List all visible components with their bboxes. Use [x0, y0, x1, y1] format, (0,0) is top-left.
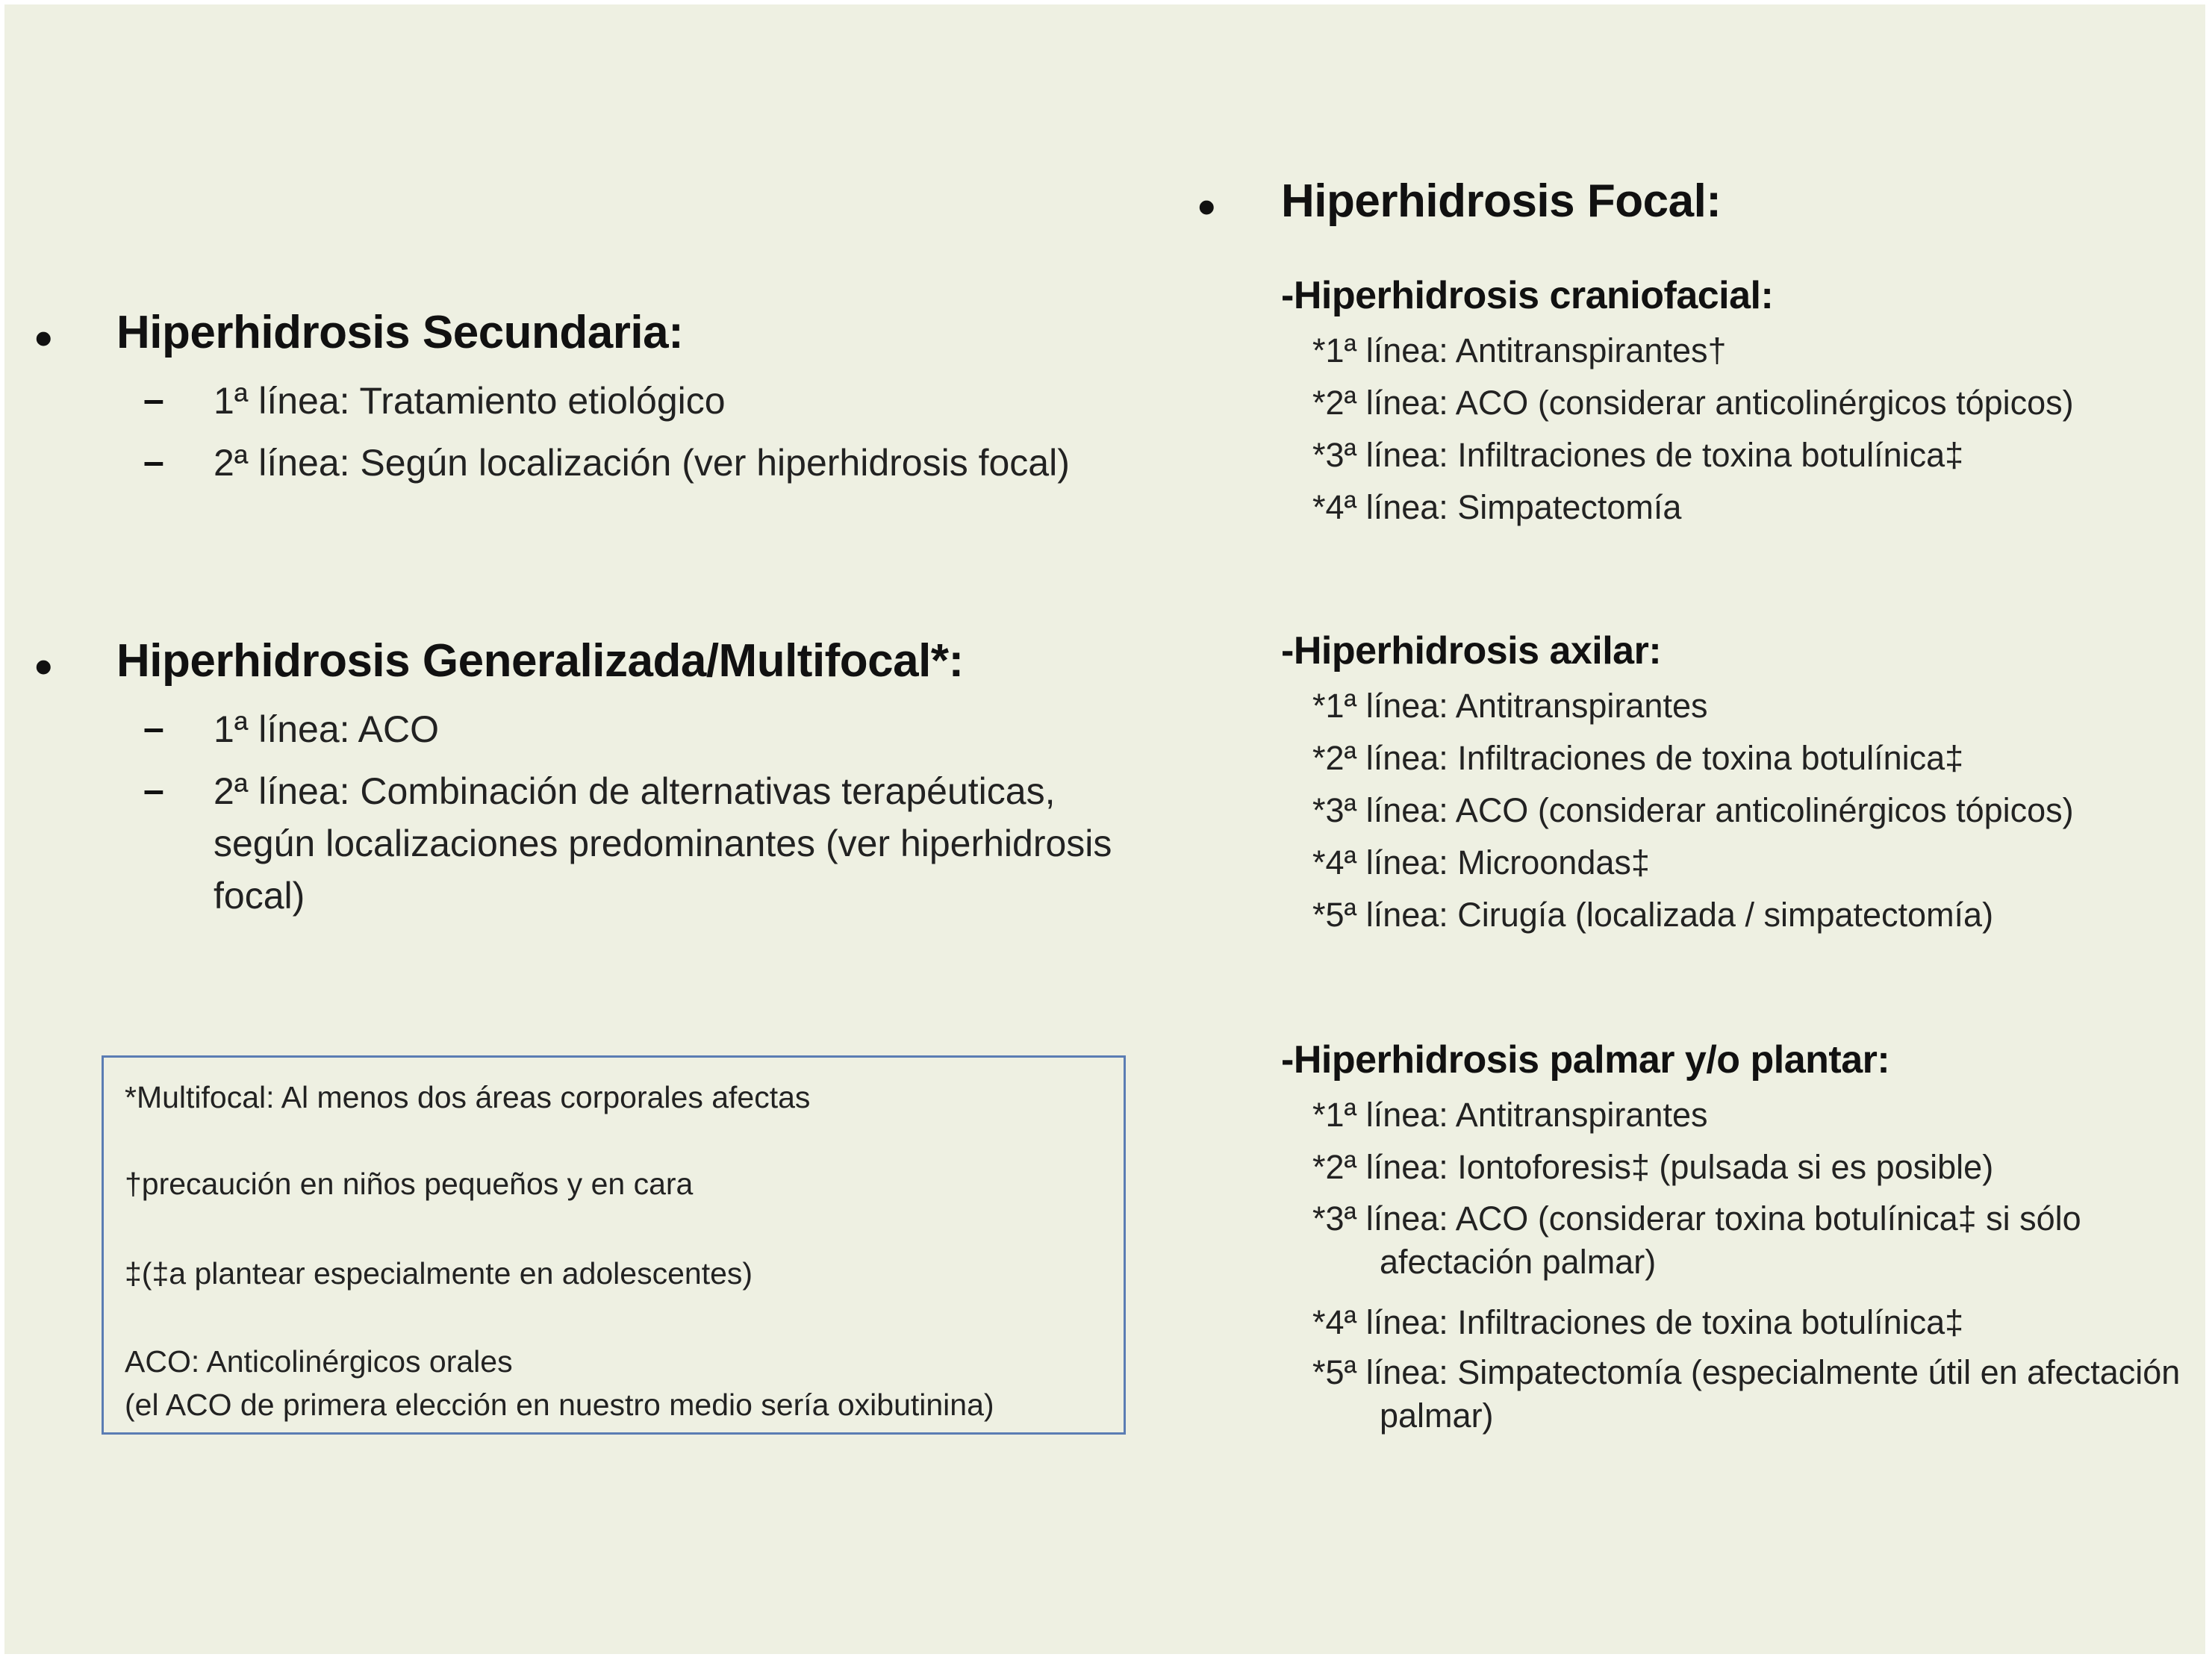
footnote: (el ACO de primera elección en nuestro medio sería oxibutinina)	[125, 1388, 994, 1422]
footnote: †precaución en niños pequeños y en cara	[125, 1167, 694, 1201]
bullet-icon: •	[34, 637, 53, 696]
palmar-title: -Hiperhidrosis palmar y/o plantar:	[1281, 1038, 1890, 1082]
generalizada-item: 2ª línea: Combinación de alternativas terapéuticas, según localizaciones predominantes (ver hiperhidrosis focal)	[214, 770, 1112, 917]
axilar-item: *5ª línea: Cirugía (localizada / simpatectomía)	[1312, 896, 1994, 934]
craniofacial-item: *2ª línea: ACO (considerar anticolinérgicos tópicos)	[1312, 384, 2074, 422]
secundaria-item: 2ª línea: Según localización (ver hiperhidrosis focal)	[214, 442, 1070, 484]
axilar-item: *4ª línea: Microondas‡	[1312, 843, 1650, 882]
footnote: ‡(‡a plantear especialmente en adolescentes)	[125, 1256, 753, 1291]
generalizada-item: 1ª línea: ACO	[214, 708, 440, 750]
palmar-item: *1ª línea: Antitranspirantes	[1312, 1096, 1708, 1134]
palmar-item: *3ª línea: ACO (considerar toxina botulínica‡ si sólo afectación palmar)	[1312, 1199, 2081, 1281]
craniofacial-item: *3ª línea: Infiltraciones de toxina botulínica‡	[1312, 436, 1964, 474]
secundaria-item: 1ª línea: Tratamiento etiológico	[214, 380, 726, 422]
palmar-item: *5ª línea: Simpatectomía (especialmente útil en afectación palmar)	[1312, 1353, 2181, 1435]
axilar-title: -Hiperhidrosis axilar:	[1281, 629, 1662, 673]
secundaria-title: Hiperhidrosis Secundaria:	[116, 307, 684, 358]
dash-icon: –	[143, 440, 164, 482]
focal-title: Hiperhidrosis Focal:	[1281, 175, 1722, 227]
bullet-icon: •	[34, 309, 53, 367]
bullet-icon: •	[1197, 178, 1216, 236]
dash-icon: –	[143, 378, 164, 420]
axilar-item: *1ª línea: Antitranspirantes	[1312, 687, 1708, 725]
dash-icon: –	[143, 707, 164, 749]
slide	[4, 4, 2205, 1654]
craniofacial-title: -Hiperhidrosis craniofacial:	[1281, 274, 1774, 317]
dash-icon: –	[143, 769, 164, 811]
palmar-item: *4ª línea: Infiltraciones de toxina botulínica‡	[1312, 1303, 1964, 1341]
axilar-item: *2ª línea: Infiltraciones de toxina botulínica‡	[1312, 739, 1964, 777]
footnote: *Multifocal: Al menos dos áreas corporales afectas	[125, 1080, 811, 1114]
craniofacial-item: *4ª línea: Simpatectomía	[1312, 488, 1682, 526]
footnote: ACO: Anticolinérgicos orales	[125, 1344, 513, 1379]
footnote-box	[102, 1055, 1126, 1435]
axilar-item: *3ª línea: ACO (considerar anticolinérgicos tópicos)	[1312, 791, 2074, 829]
craniofacial-item: *1ª línea: Antitranspirantes†	[1312, 331, 1727, 369]
generalizada-title: Hiperhidrosis Generalizada/Multifocal*:	[116, 635, 964, 687]
palmar-item: *2ª línea: Iontoforesis‡ (pulsada si es posible)	[1312, 1148, 1994, 1186]
